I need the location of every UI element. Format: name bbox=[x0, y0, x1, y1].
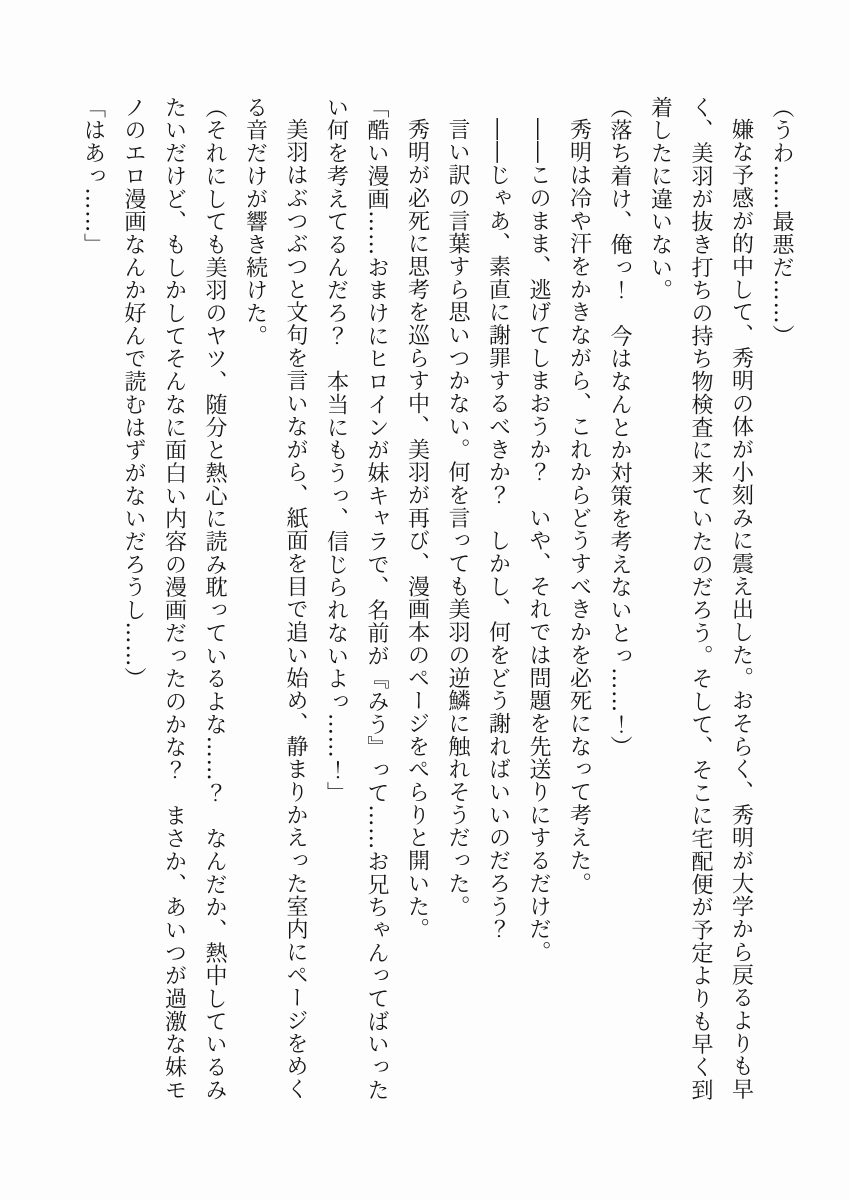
paragraph-7: 言い訳の言葉すら思いつかない。何を言っても美羽の逆鱗に触れそうだった。 bbox=[445, 118, 470, 918]
paragraph-12: 「はあっ……」 bbox=[80, 96, 106, 256]
paragraph-1: （うわ……最悪だ……） bbox=[769, 96, 794, 348]
paragraph-5: ――このまま、逃げてしまおうか？ いや、それでは問題を先送りにするだけだ。 bbox=[526, 118, 551, 964]
text-block bbox=[72, 96, 801, 1104]
paragraph-8: 秀明が必死に思考を巡らす中、美羽が再び、漫画本のページをぺらりと開いた。 bbox=[404, 118, 430, 941]
paragraph-9: 「酷い漫画……おまけにヒロインが妹キャラで、名前が『みう』って……お兄ちゃんってばいったい何を考えてるんだろ？ 本当にもうっ、信じられないよっ……！」 bbox=[323, 96, 389, 1102]
paragraph-11: （それにしても美羽のヤツ、随分と熱心に読み耽っているよな……？ なんだか、熱中しているみたいだけど、もしかしてそんなに面白い内容の漫画だったのかな？ まさか、あいつが過激な妹モノのエロ漫画なんか好んで読むはずがないだろうし……） bbox=[121, 96, 227, 1102]
paragraph-3: （落ち着け、俺っ！ 今はなんとか対策を考えないとっ……！） bbox=[607, 96, 632, 759]
paragraph-6: ――じゃあ、素直に謝罪するべきか？ しかし、何をどう謝ればいいのだろう？ bbox=[485, 118, 511, 941]
paragraph-4: 秀明は冷や汗をかきながら、これからどうすべきかを必死になって考えた。 bbox=[566, 118, 592, 895]
paragraph-2: 嫌な予感が的中して、秀明の体が小刻みに震え出した。おそらく、秀明が大学から戻るよりも早く、美羽が抜き打ちの持ち物検査に来ていたのだろう。そして、そこに宅配便が予定よりも早く到着したに違いない。 bbox=[647, 96, 754, 1102]
paragraph-10: 美羽はぶつぶつと文句を言いながら、紙面を目で追い始め、静まりかえった室内にページをめくる音だけが響き続けた。 bbox=[242, 96, 308, 1101]
